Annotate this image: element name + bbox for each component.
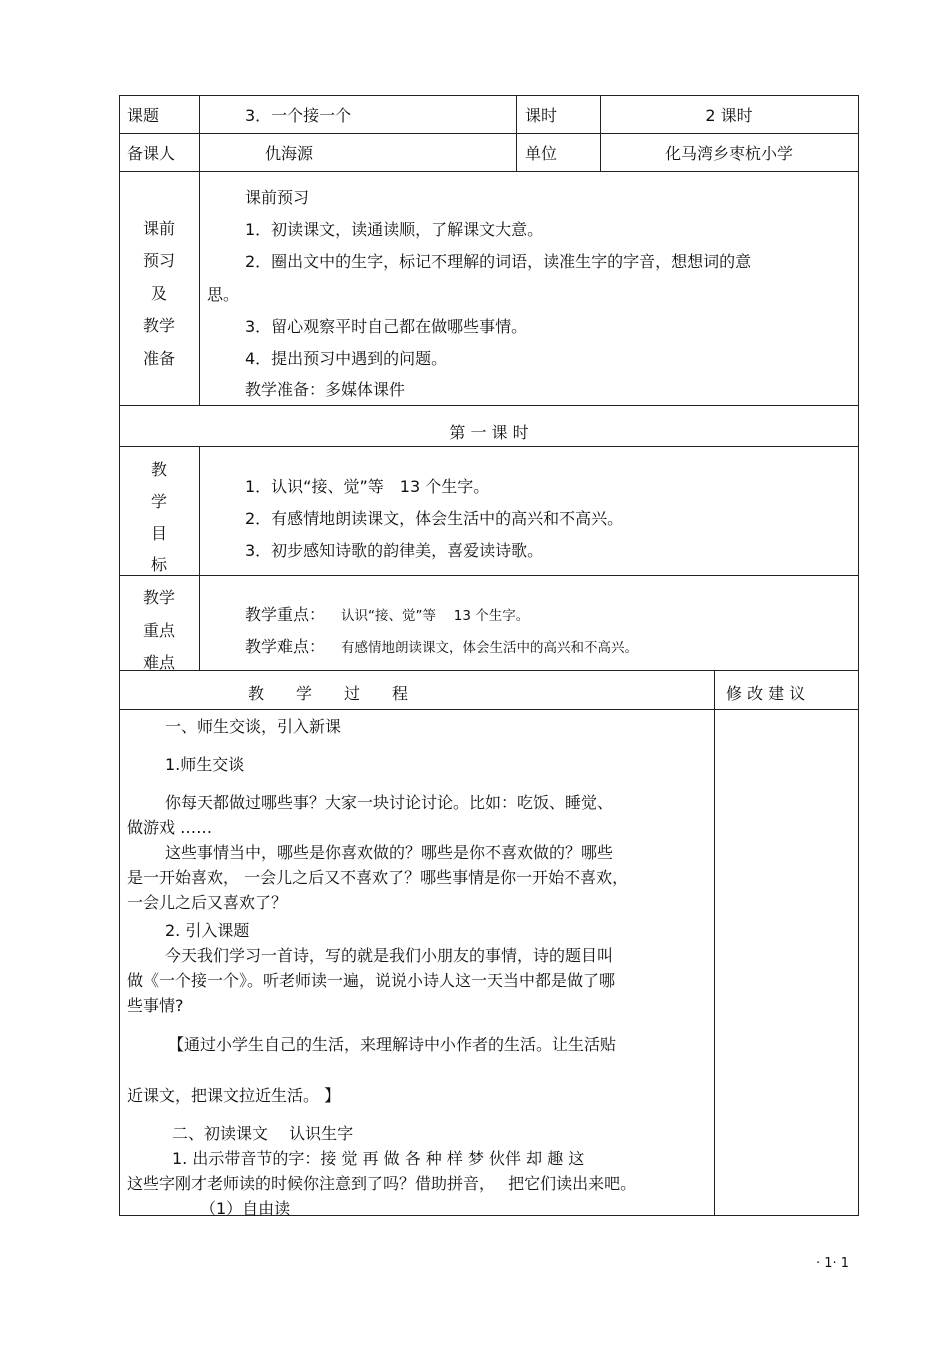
preview-label-line: 课前 xyxy=(142,219,175,238)
preview-item-continued: 思。 xyxy=(207,285,240,304)
process-line: 这些事情当中，哪些是你喜欢做的？哪些是你不喜欢做的？哪些 xyxy=(165,843,614,862)
preview-item: 1．初读课文，读通读顺，了解课文大意。 xyxy=(245,220,544,239)
preview-label-line: 准备 xyxy=(142,349,175,368)
revision-header: 修 改 建 议 xyxy=(726,684,806,703)
difficulty-text: 有感情地朗读课文，体会生活中的高兴和不高兴。 xyxy=(341,640,638,656)
goals-label-line: 标 xyxy=(150,555,167,574)
table-line xyxy=(119,405,859,406)
process-line: 1. 出示带音节的字：接 觉 再 做 各 种 样 梦 伙伴 却 趣 这 xyxy=(172,1149,585,1168)
focus-label: 教学重点： xyxy=(245,605,326,624)
preview-label-line: 教学 xyxy=(142,316,175,335)
goal-item: 1．认识“接、觉”等 13 个生字。 xyxy=(245,477,490,496)
goals-label-line: 教 xyxy=(150,460,167,479)
table-line xyxy=(199,95,200,405)
preview-title: 课前预习 xyxy=(245,188,310,207)
table-line xyxy=(119,171,859,172)
preparer-value: 仇海源 xyxy=(265,144,314,163)
hours-value: 2 课时 xyxy=(705,106,753,125)
table-line xyxy=(119,133,859,134)
process-line: 二、初读课文 认识生字 xyxy=(172,1124,354,1143)
keypoints-label-line: 重点 xyxy=(142,621,175,640)
process-line: 1.师生交谈 xyxy=(165,755,245,774)
table-border-right xyxy=(858,95,859,1216)
table-line xyxy=(119,446,859,447)
unit-label: 单位 xyxy=(525,144,558,163)
topic-value: 3．一个接一个 xyxy=(245,106,352,125)
process-line: 今天我们学习一首诗，写的就是我们小朋友的事情，诗的题目叫 xyxy=(165,946,614,965)
goal-item: 2．有感情地朗读课文，体会生活中的高兴和不高兴。 xyxy=(245,509,624,528)
process-line: 一、师生交谈，引入新课 xyxy=(165,717,342,736)
process-line: （1）自由读 xyxy=(200,1199,291,1218)
preview-label-line: 预习 xyxy=(142,251,175,270)
table-line xyxy=(714,670,715,1216)
process-header: 教 学 过 程 xyxy=(248,684,409,703)
difficulty-label: 教学难点： xyxy=(245,637,326,656)
process-line: 2. 引入课题 xyxy=(165,921,250,940)
topic-label: 课题 xyxy=(127,106,160,125)
table-line xyxy=(199,446,200,670)
process-line: 是一开始喜欢， 一会儿之后又不喜欢了？哪些事情是你一开始不喜欢， xyxy=(127,868,629,887)
process-line: 些事情? xyxy=(127,996,184,1015)
keypoints-label-line: 教学 xyxy=(142,588,175,607)
process-line: 做游戏 …… xyxy=(127,818,213,837)
unit-value: 化马湾乡枣杭小学 xyxy=(664,144,793,163)
process-line: 近课文，把课文拉近生活。 】 xyxy=(127,1086,341,1105)
table-line xyxy=(119,709,859,710)
process-line: 你每天都做过哪些事？大家一块讨论讨论。比如：吃饭、睡觉、 xyxy=(165,793,614,812)
preview-item: 4．提出预习中遇到的问题。 xyxy=(245,349,448,368)
process-line: 这些字刚才老师读的时候你注意到了吗？借助拼音， 把它们读出来吧。 xyxy=(127,1174,637,1193)
preview-item: 3．留心观察平时自己都在做哪些事情。 xyxy=(245,317,528,336)
process-line: 做《一个接一个》。听老师读一遍，说说小诗人这一天当中都是做了哪 xyxy=(127,971,616,990)
teaching-prep: 教学准备：多媒体课件 xyxy=(245,380,406,399)
lesson-title: 第 一 课 时 xyxy=(449,423,529,442)
process-line: 【通过小学生自己的生活，来理解诗中小作者的生活。让生活贴 xyxy=(168,1035,617,1054)
goals-label-line: 目 xyxy=(150,524,167,543)
preview-label-line: 及 xyxy=(150,284,167,303)
keypoints-label-line: 难点 xyxy=(142,653,175,672)
page-number: · 1· 1 xyxy=(816,1256,850,1271)
preparer-label: 备课人 xyxy=(127,144,176,163)
hours-label: 课时 xyxy=(525,106,558,125)
table-line xyxy=(119,670,859,671)
focus-text: 认识“接、觉”等 13 个生字。 xyxy=(341,608,530,624)
table-border-top xyxy=(119,95,859,96)
preview-item: 2．圈出文中的生字，标记不理解的词语，读准生字的字音，想想词的意 xyxy=(245,252,752,271)
table-line xyxy=(516,95,517,171)
table-line xyxy=(119,575,859,576)
goal-item: 3．初步感知诗歌的韵律美，喜爱读诗歌。 xyxy=(245,541,544,560)
process-line: 一会儿之后又喜欢了？ xyxy=(127,893,288,912)
goals-label-line: 学 xyxy=(150,492,167,511)
